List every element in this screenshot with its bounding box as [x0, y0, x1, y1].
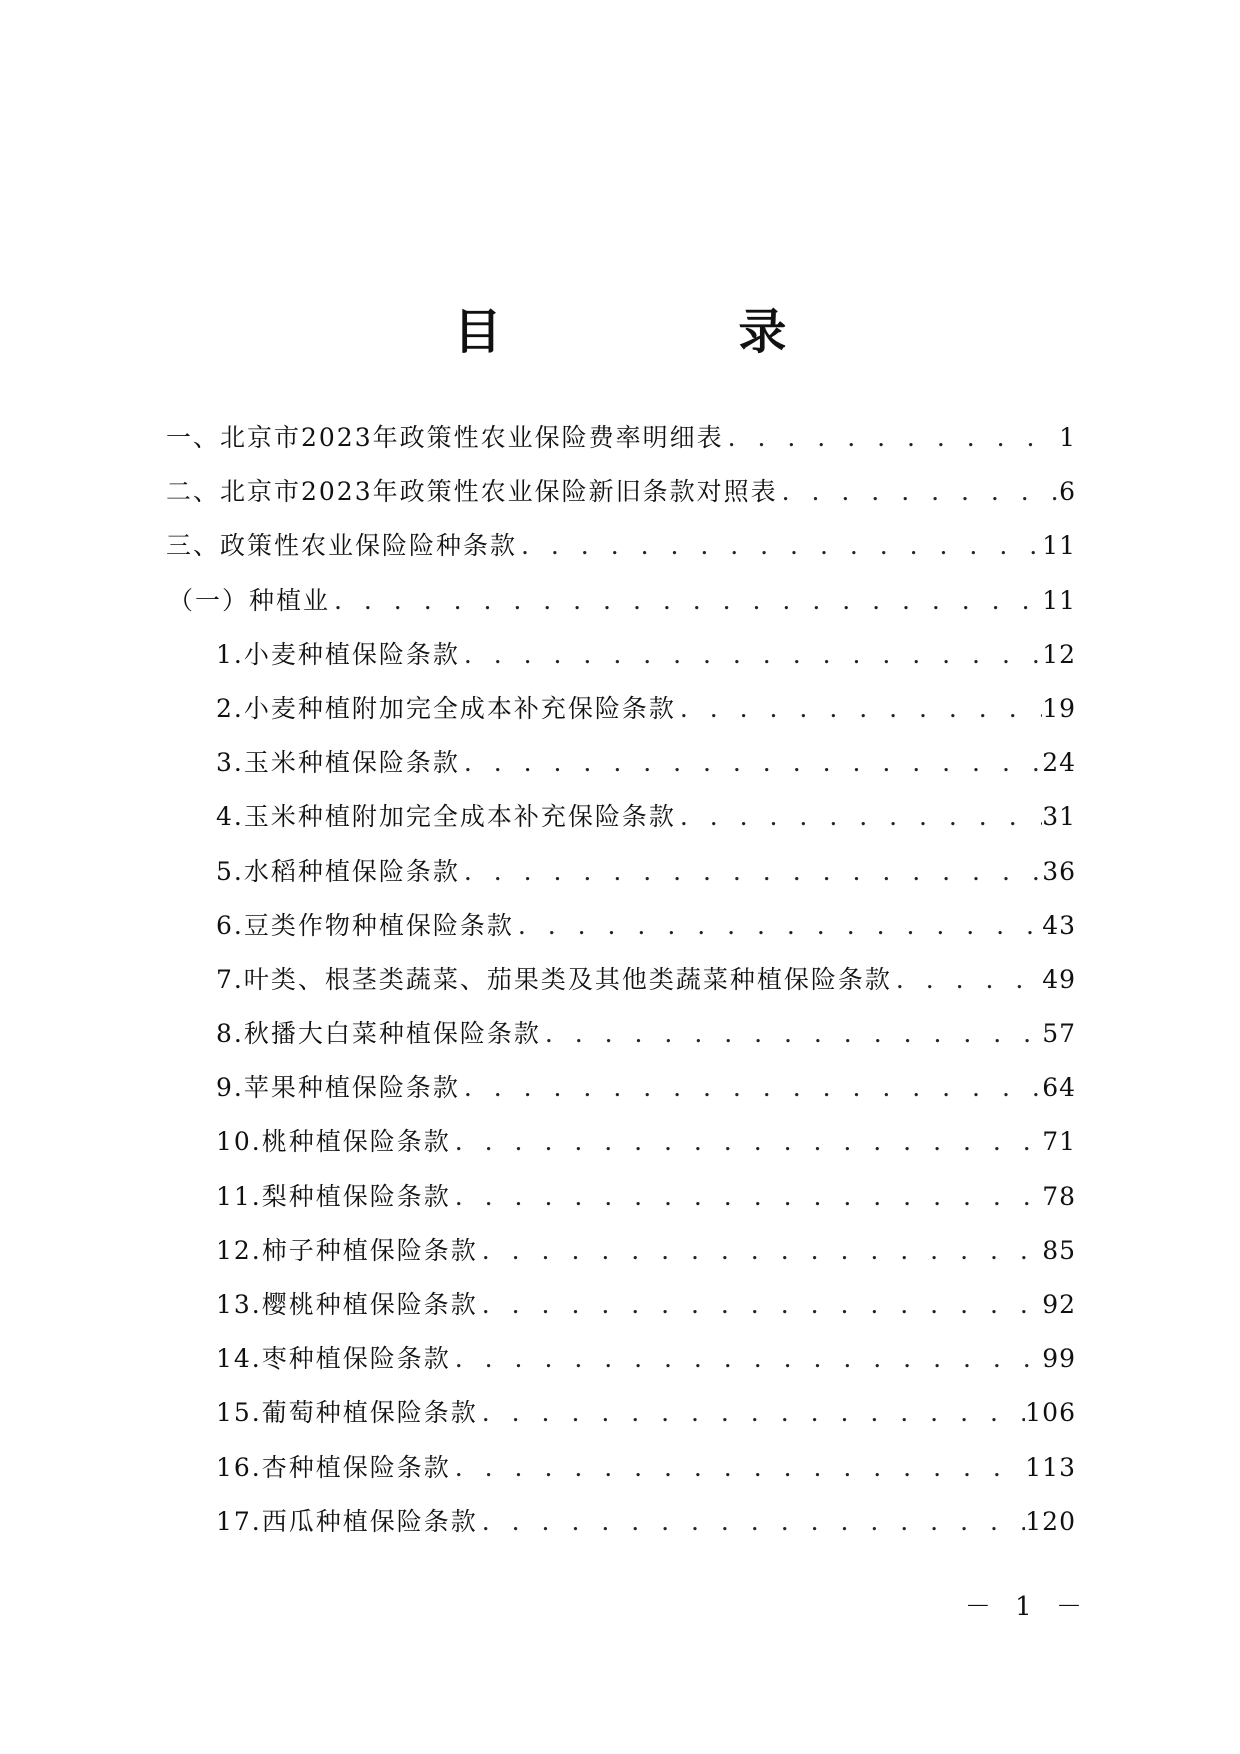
- toc-dot-leader: [460, 748, 1042, 777]
- toc-entry-page: 113: [1025, 1452, 1076, 1482]
- toc-entry-page: 49: [1042, 964, 1076, 994]
- toc-entry-page: 1: [1059, 423, 1076, 452]
- toc-dot-leader: [676, 802, 1042, 831]
- toc-dot-leader: [451, 1182, 1042, 1211]
- toc-entry-label: 3.玉米种植保险条款: [216, 748, 460, 778]
- toc-entry-label: 二、北京市2023年政策性农业保险新旧条款对照表: [166, 477, 778, 507]
- toc-entry-label: 三、政策性农业保险险种条款: [166, 531, 518, 561]
- toc-entry-page: 71: [1042, 1127, 1076, 1157]
- toc-entry[interactable]: [166, 418, 1076, 472]
- toc-entry[interactable]: [166, 1502, 1076, 1556]
- toc-entry-label: 17.西瓜种植保险条款: [216, 1506, 478, 1536]
- toc-entry[interactable]: [166, 1122, 1076, 1176]
- toc-dot-leader: [478, 1398, 1026, 1427]
- toc-entry-label: 4.玉米种植附加完全成本补充保险条款: [216, 802, 676, 832]
- toc-entry[interactable]: [166, 1177, 1076, 1231]
- toc-entry[interactable]: [166, 1339, 1076, 1393]
- toc-entry-label: 9.苹果种植保险条款: [216, 1073, 460, 1103]
- toc-dot-leader: [517, 531, 1042, 560]
- toc-dot-leader: [778, 477, 1059, 506]
- toc-entry-page: 43: [1042, 910, 1076, 940]
- toc-entry[interactable]: [166, 526, 1076, 580]
- toc-entry-label: 6.豆类作物种植保险条款: [216, 910, 514, 940]
- toc-entry-page: 31: [1042, 802, 1076, 832]
- toc-entry-label: 2.小麦种植附加完全成本补充保险条款: [216, 693, 676, 723]
- toc-entry-page: 12: [1042, 639, 1076, 669]
- toc-entry[interactable]: [166, 1231, 1076, 1285]
- toc-entry-label: 14.枣种植保险条款: [216, 1344, 451, 1374]
- toc-dot-leader: [676, 694, 1042, 723]
- toc-entry[interactable]: [166, 797, 1076, 851]
- toc-entry-page: 64: [1042, 1073, 1076, 1103]
- toc-entry-page: 85: [1042, 1235, 1076, 1265]
- toc-entry-page: 120: [1025, 1506, 1076, 1536]
- toc-entry-page: 106: [1025, 1398, 1076, 1428]
- toc-entry[interactable]: [166, 906, 1076, 960]
- toc-dot-leader: [514, 911, 1042, 940]
- toc-dot-leader: [460, 640, 1042, 669]
- toc-entry-page: 78: [1042, 1181, 1076, 1211]
- toc-entry-label: 1.小麦种植保险条款: [216, 639, 460, 669]
- toc-entry-label: （一）种植业: [168, 585, 331, 615]
- toc-entry[interactable]: [166, 689, 1076, 743]
- toc-entry-page: 24: [1042, 748, 1076, 778]
- toc-entry-page: 99: [1042, 1344, 1076, 1374]
- toc-entry-label: 15.葡萄种植保险条款: [216, 1398, 478, 1428]
- toc-entry[interactable]: [166, 1448, 1076, 1502]
- toc-dot-leader: [478, 1507, 1026, 1536]
- toc-entry-label: 16.杏种植保险条款: [216, 1452, 451, 1482]
- toc-entry[interactable]: [166, 960, 1076, 1014]
- toc-entry-label: 11.梨种植保险条款: [216, 1181, 451, 1211]
- toc-dot-leader: [478, 1236, 1042, 1265]
- toc-entry-page: 11: [1042, 531, 1076, 561]
- toc-dot-leader: [460, 857, 1042, 886]
- toc-entry-label: 5.水稻种植保险条款: [216, 856, 460, 886]
- toc-dot-leader: [330, 586, 1042, 615]
- toc-entry[interactable]: [166, 635, 1076, 689]
- toc-entry[interactable]: [166, 472, 1076, 526]
- toc-entry-label: 12.柿子种植保险条款: [216, 1235, 478, 1265]
- toc-entry[interactable]: [166, 1068, 1076, 1122]
- toc-entry-label: 一、北京市2023年政策性农业保险费率明细表: [166, 423, 724, 452]
- toc-dot-leader: [892, 965, 1042, 994]
- toc-entry-page: 57: [1042, 1019, 1076, 1049]
- toc-entry[interactable]: [166, 581, 1076, 635]
- toc-entry[interactable]: [166, 852, 1076, 906]
- toc-entry-page: 92: [1042, 1290, 1076, 1319]
- toc-entry-label: 8.秋播大白菜种植保险条款: [216, 1019, 541, 1049]
- toc-entry[interactable]: [166, 1393, 1076, 1447]
- toc-dot-leader: [541, 1019, 1042, 1048]
- toc-entry-label: 13.樱桃种植保险条款: [216, 1290, 478, 1319]
- toc-dot-leader: [724, 423, 1059, 452]
- toc-entry-page: 6: [1059, 477, 1076, 507]
- table-of-contents: [166, 418, 1076, 1556]
- toc-entry-page: 19: [1042, 693, 1076, 723]
- toc-dot-leader: [451, 1127, 1042, 1156]
- toc-entry[interactable]: [166, 743, 1076, 797]
- toc-entry-page: 36: [1042, 856, 1076, 886]
- toc-dot-leader: [460, 1073, 1042, 1102]
- toc-dot-leader: [451, 1453, 1026, 1482]
- toc-entry-label: 7.叶类、根茎类蔬菜、茄果类及其他类蔬菜种植保险条款: [216, 964, 892, 994]
- toc-entry-label: 10.桃种植保险条款: [216, 1127, 451, 1157]
- toc-entry-page: 11: [1042, 585, 1076, 615]
- toc-entry[interactable]: [166, 1285, 1076, 1339]
- toc-dot-leader: [478, 1290, 1042, 1319]
- page-number: － 1 －: [964, 1592, 1090, 1622]
- toc-entry[interactable]: [166, 1014, 1076, 1068]
- page-title: 目 录: [453, 304, 897, 360]
- toc-dot-leader: [451, 1344, 1042, 1373]
